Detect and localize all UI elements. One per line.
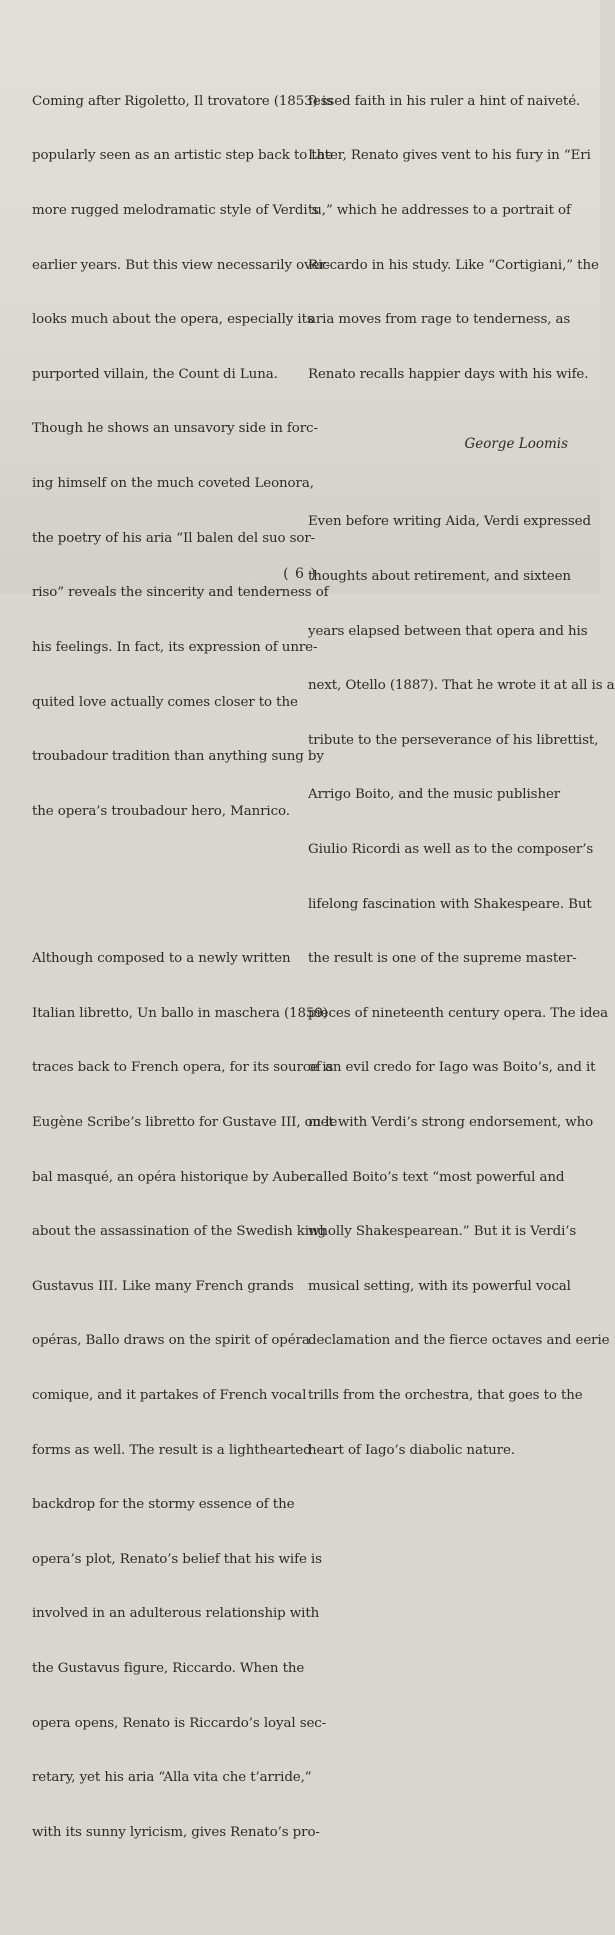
paragraph-ballo bbox=[32, 914, 338, 1879]
text-line: wholly Shakespearean.” But it is Verdi’s bbox=[308, 1224, 577, 1240]
text-line: lifelong fascination with Shakespeare. But bbox=[308, 896, 592, 912]
text-line: ing himself on the much coveted Leonora, bbox=[32, 476, 314, 492]
text-line: Renato recalls happier days with his wife. bbox=[308, 366, 589, 382]
text-line: about the assassination of the Swedish king bbox=[32, 1224, 326, 1240]
text-line: his feelings. In fact, its expression of unre- bbox=[32, 639, 318, 655]
text-line: troubadour tradition than anything sung by bbox=[32, 749, 324, 765]
text-line: more rugged melodramatic style of Verdi’s bbox=[32, 203, 319, 219]
left-column bbox=[32, 20, 338, 1935]
text-line: the result is one of the supreme master- bbox=[308, 951, 577, 967]
text-line: trills from the orchestra, that goes to the bbox=[308, 1388, 583, 1404]
text-line: heart of Iago’s diabolic nature. bbox=[308, 1442, 515, 1458]
text-line: Arrigo Boito, and the music publisher bbox=[308, 787, 561, 803]
text-line: involved in an adulterous relationship with bbox=[32, 1606, 320, 1622]
text-line: retary, yet his aria “Alla vita che t’arride,” bbox=[32, 1770, 312, 1786]
text-line: Though he shows an unsavory side in forc- bbox=[32, 421, 318, 437]
text-line: riso” reveals the sincerity and tenderness of bbox=[32, 585, 329, 601]
text-line: declamation and the fierce octaves and eerie bbox=[308, 1333, 610, 1349]
text-line: Even before writing Aida, Verdi expressed bbox=[308, 514, 591, 530]
text-line: Eugène Scribe’s libretto for Gustave III, ou le bbox=[32, 1114, 338, 1130]
text-line: traces back to French opera, for its source is bbox=[32, 1060, 334, 1076]
text-line: Giulio Ricordi as well as to the composer’s bbox=[308, 841, 594, 857]
text-line: called Boito’s text “most powerful and bbox=[308, 1169, 565, 1185]
text-line: the poetry of his aria “Il balen del suo sor- bbox=[32, 530, 316, 546]
text-line: opéras, Ballo draws on the spirit of opéra bbox=[32, 1333, 310, 1349]
text-line: fessed faith in his ruler a hint of naiveté. bbox=[308, 93, 581, 109]
text-line: the opera’s troubadour hero, Manrico. bbox=[32, 803, 290, 819]
text-line: of an evil credo for Iago was Boito’s, and it bbox=[308, 1060, 596, 1076]
text-line: tu,” which he addresses to a portrait of bbox=[308, 203, 571, 219]
text-line: Later, Renato gives vent to his fury in “Eri bbox=[308, 148, 591, 164]
text-line: aria moves from rage to tenderness, as bbox=[308, 312, 571, 328]
text-line: with its sunny lyricism, gives Renato’s pro- bbox=[32, 1824, 320, 1840]
text-line: backdrop for the stormy essence of the bbox=[32, 1497, 295, 1513]
text-line: Gustavus III. Like many French grands bbox=[32, 1278, 294, 1294]
text-line: pieces of nineteenth century opera. The idea bbox=[308, 1005, 609, 1021]
text-line: opera opens, Renato is Riccardo’s loyal sec- bbox=[32, 1715, 327, 1731]
text-line: quited love actually comes closer to the bbox=[32, 694, 298, 710]
text-line: forms as well. The result is a lighthearted bbox=[32, 1442, 312, 1458]
text-line: popularly seen as an artistic step back to the bbox=[32, 148, 333, 164]
text-line: looks much about the opera, especially its bbox=[32, 312, 314, 328]
text-line: next, Otello (1887). That he wrote it at all is a bbox=[308, 678, 615, 694]
text-line: purported villain, the Count di Luna. bbox=[32, 366, 278, 382]
right-column bbox=[308, 20, 615, 1553]
text-line: Although composed to a newly written bbox=[32, 951, 291, 967]
text-line: met with Verdi’s strong endorsement, who bbox=[308, 1114, 594, 1130]
text-line: the Gustavus figure, Riccardo. When the bbox=[32, 1661, 305, 1677]
text-line: Italian libretto, Un ballo in maschera (1859) bbox=[32, 1005, 328, 1021]
text-line: earlier years. But this view necessarily over- bbox=[32, 257, 331, 273]
text-line: bal masqué, an opéra historique by Auber bbox=[32, 1169, 314, 1185]
text-line: Riccardo in his study. Like “Cortigiani,” the bbox=[308, 257, 599, 273]
paragraph-otello bbox=[308, 477, 615, 1496]
paragraph-renato bbox=[308, 56, 599, 420]
text-line: thoughts about retirement, and sixteen bbox=[308, 568, 571, 584]
text-line: years elapsed between that opera and his bbox=[308, 623, 588, 639]
page-number: ( 6 ) bbox=[283, 566, 317, 582]
text-line: comique, and it partakes of French vocal bbox=[32, 1388, 307, 1404]
text-line: musical setting, with its powerful vocal bbox=[308, 1278, 571, 1294]
paragraph-trovatore bbox=[32, 56, 333, 857]
text-line: Coming after Rigoletto, Il trovatore (1853) is bbox=[32, 93, 333, 109]
text-line: tribute to the perseverance of his librettist, bbox=[308, 732, 599, 748]
text-line: opera’s plot, Renato’s belief that his wife is bbox=[32, 1551, 322, 1567]
author-signature: George Loomis bbox=[464, 436, 568, 452]
